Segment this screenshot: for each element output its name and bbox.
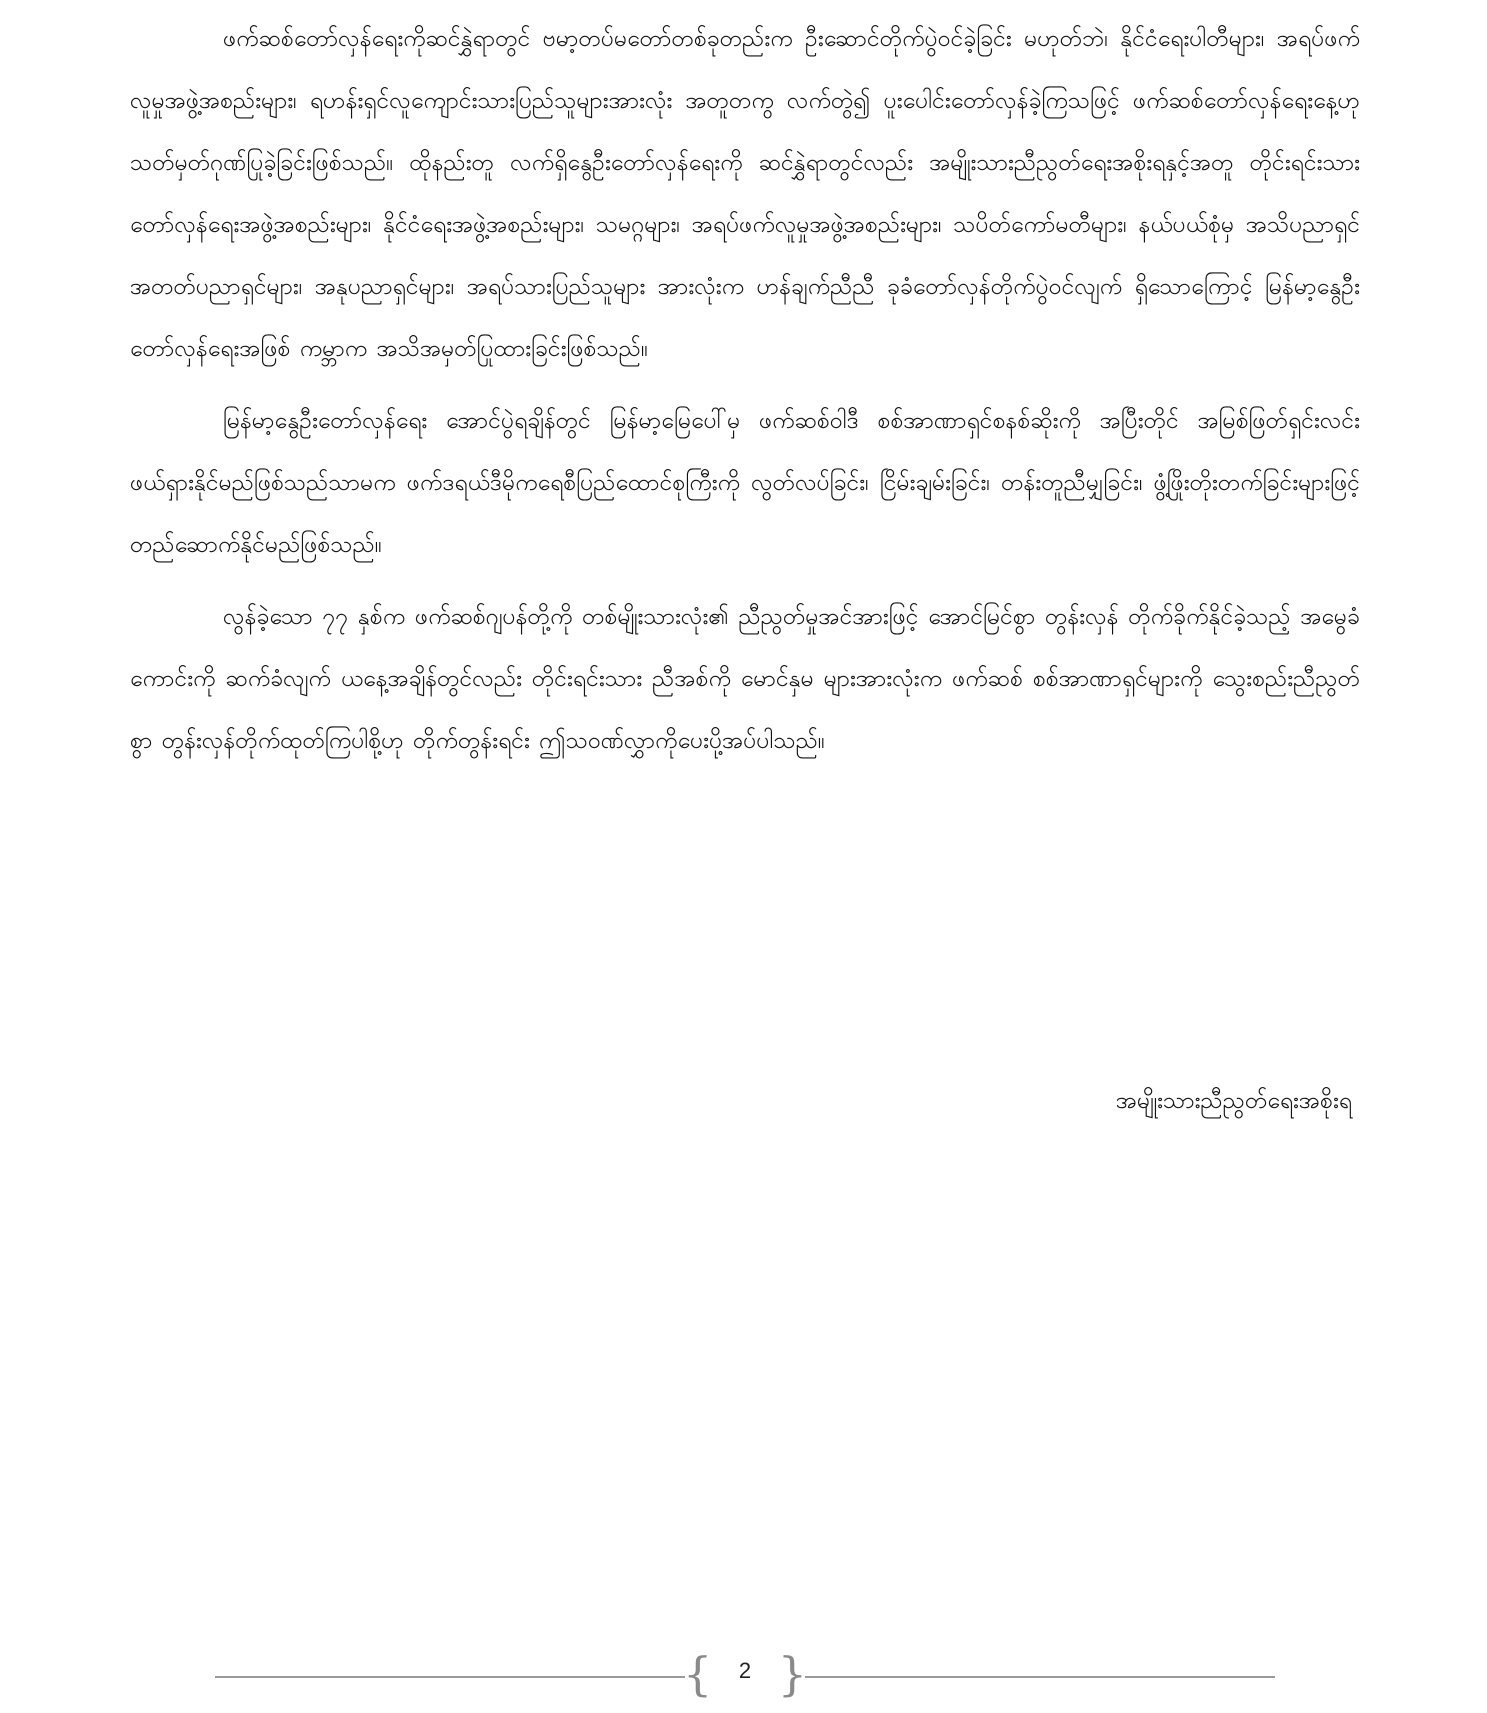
page-number: 2 (738, 1658, 752, 1683)
paragraph-2: မြန်မာ့နွေဦးတော်လှန်ရေး အောင်ပွဲရချိန်တွင် မြန်မာ့မြေပေါ်မှ ဖက်ဆစ်ဝါဒီ စစ်အာဏာရှင်စနစ်ဆိုးကို အပြီးတိုင် အမြစ်ဖြတ်ရှင်းလင်းဖယ်ရှားနိုင်မည်ဖြစ်သည်သာမက ဖက်ဒရယ်ဒီမိုကရေစီပြည်ထောင်စုကြီးကို လွတ်လပ်ခြင်း၊ ငြိမ်းချမ်းခြင်း၊ တန်းတူညီမျှခြင်း၊ ဖွံ့ဖြိုးတိုးတက်ခြင်းများဖြင့် တည်ဆောက်နိုင်မည်ဖြစ်သည်။ (130, 408, 1360, 558)
paragraph-1: ဖက်ဆစ်တော်လှန်ရေးကိုဆင်နွှဲရာတွင် ဗမာ့တပ်မတော်တစ်ခုတည်းက ဦးဆောင်တိုက်ပွဲဝင်ခဲ့ခြင်း မဟုတ်ဘဲ၊ နိုင်ငံရေးပါတီများ၊ အရပ်ဖက်လူမှုအဖွဲ့အစည်းများ၊ ရဟန်းရှင်လူကျောင်းသားပြည်သူများအားလုံး အတူတကွ လက်တွဲ၍ ပူးပေါင်းတော်လှန်ခဲ့ကြသဖြင့် ဖက်ဆစ်တော်လှန်ရေးနေ့ဟု သတ်မှတ်ဂုဏ်ပြုခဲ့ခြင်းဖြစ်သည်။ ထိုနည်းတူ လက်ရှိနွေဦးတော်လှန်ရေးကို ဆင်နွှဲရာတွင်လည်း အမျိုးသားညီညွတ်ရေးအစိုးရနှင့်အတူ တိုင်းရင်းသား တော်လှန်ရေးအဖွဲ့အစည်းများ၊ နိုင်ငံရေးအဖွဲ့အစည်းများ၊ သမဂ္ဂများ၊ အရပ်ဖက်လူမှုအဖွဲ့အစည်းများ၊ သပိတ်ကော်မတီများ၊ နယ်ပယ်စုံမှ အသိပညာရှင် အတတ်ပညာရှင်များ၊ အနုပညာရှင်များ၊ အရပ်သားပြည်သူများ အားလုံးက ဟန်ချက်ညီညီ ခုခံတော်လှန်တိုက်ပွဲဝင်လျက် ရှိသောကြောင့် မြန်မာ့နွေဦးတော်လှန်ရေးအဖြစ် ကမ္ဘာက အသိအမှတ်ပြုထားခြင်းဖြစ်သည်။ (130, 26, 1360, 362)
signature: အမျိုးသားညီညွတ်ရေးအစိုးရ (1115, 1088, 1352, 1114)
left-brace-icon: { (683, 1647, 713, 1701)
document-body (130, 8, 1360, 782)
page-footer (215, 1648, 1275, 1708)
paragraph-3: လွန်ခဲ့သော ၇၇ နှစ်က ဖက်ဆစ်ဂျပန်တို့ကို တစ်မျိုးသားလုံး၏ ညီညွတ်မှုအင်အားဖြင့် အောင်မြင်စွာ တွန်းလှန် တိုက်ခိုက်နိုင်ခဲ့သည့် အမွေခံကောင်းကို ဆက်ခံလျက် ယနေ့အချိန်တွင်လည်း တိုင်းရင်းသား ညီအစ်ကို မောင်နှမ များအားလုံးက ဖက်ဆစ် စစ်အာဏာရှင်များကို သွေးစည်းညီညွတ်စွာ တွန်းလှန်တိုက်ထုတ်ကြပါစို့ဟု တိုက်တွန်းရင်း ဤသဝဏ်လွှာကိုပေးပို့အပ်ပါသည်။ (130, 604, 1360, 754)
right-brace-icon: } (777, 1647, 807, 1701)
